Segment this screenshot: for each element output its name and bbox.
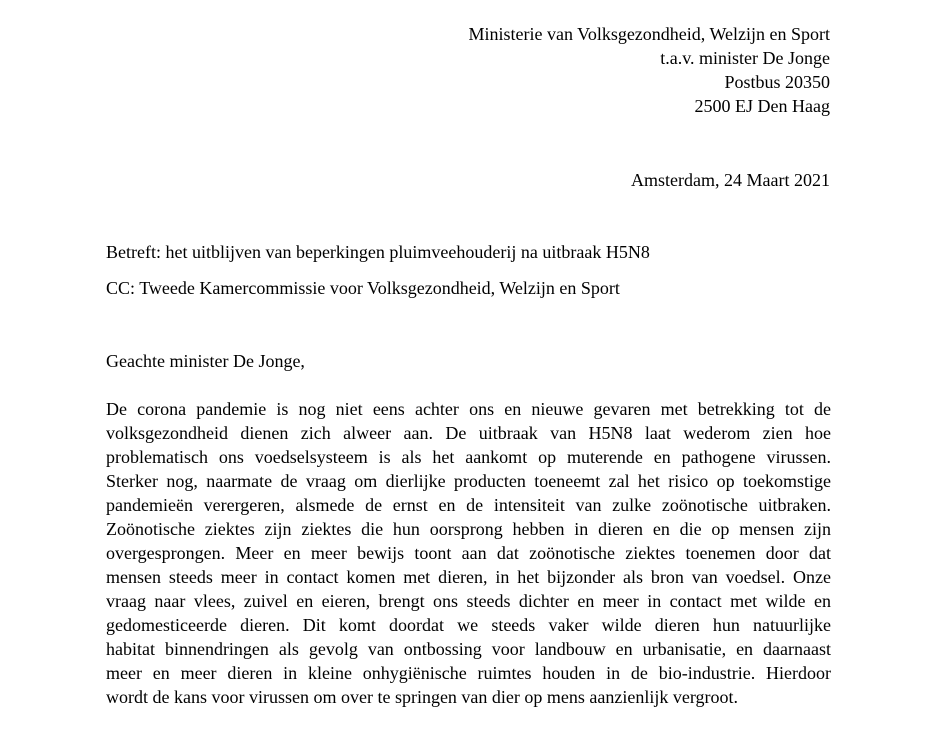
recipient-postal-city: 2500 EJ Den Haag: [694, 96, 830, 116]
cc-line: CC: Tweede Kamercommissie voor Volksgezondheid, Welzijn en Sport: [106, 278, 620, 298]
body-line: problematisch ons voedselsysteem is als het aankomt op muterende en pathogene virussen.: [106, 447, 831, 467]
recipient-attention: t.a.v. minister De Jonge: [660, 48, 830, 68]
body-line: Sterker nog, naarmate de vraag om dierlijke producten toeneemt zal het risico op toekomstige: [106, 471, 831, 491]
body-paragraph: [106, 397, 831, 709]
subject-line: Betreft: het uitblijven van beperkingen pluimveehouderij na uitbraak H5N8: [106, 242, 650, 262]
body-line: mensen steeds meer in contact komen met dieren, in het bijzonder als bron van voedsel. Onze: [106, 567, 831, 587]
body-line: vraag naar vlees, zuivel en eieren, brengt ons steeds dichter en meer in contact met wilde en: [106, 591, 831, 611]
recipient-postbox: Postbus 20350: [724, 72, 830, 92]
body-line: De corona pandemie is nog niet eens achter ons en nieuwe gevaren met betrekking tot de: [106, 399, 831, 419]
salutation: Geachte minister De Jonge,: [106, 351, 305, 371]
body-line: gedomesticeerde dieren. Dit komt doordat we steeds vaker wilde dieren hun natuurlijke: [106, 615, 831, 635]
recipient-address: [468, 22, 830, 118]
place-date: Amsterdam, 24 Maart 2021: [631, 170, 830, 190]
body-line: volksgezondheid dienen zich alweer aan. De uitbraak van H5N8 laat wederom zien hoe: [106, 423, 831, 443]
body-line: pandemieën verergeren, alsmede de ernst en de intensiteit van zulke zoönotische uitbraken.: [106, 495, 831, 515]
body-line: Zoönotische ziektes zijn ziektes die hun oorsprong hebben in dieren en die op mensen zijn: [106, 519, 831, 539]
recipient-organisation: Ministerie van Volksgezondheid, Welzijn en Sport: [468, 24, 830, 44]
body-line: meer en meer dieren in kleine onhygiënische ruimtes houden in de bio-industrie. Hierdoor: [106, 663, 831, 683]
body-line: habitat binnendringen als gevolg van ontbossing voor landbouw en urbanisatie, en daarnaast: [106, 639, 831, 659]
body-line: overgesprongen. Meer en meer bewijs toont aan dat zoönotische ziektes toenemen door dat: [106, 543, 831, 563]
body-line: wordt de kans voor virussen om over te springen van dier op mens aanzienlijk vergroot.: [106, 687, 739, 707]
